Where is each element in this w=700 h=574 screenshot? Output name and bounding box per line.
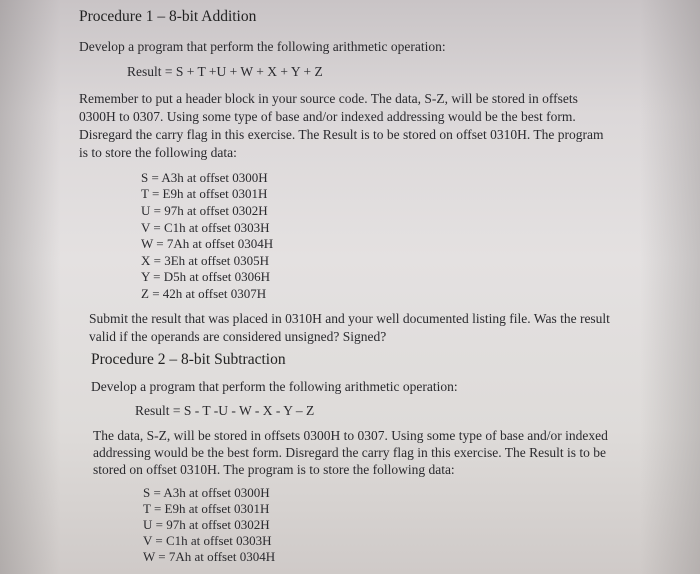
procedure-1-title: Procedure 1 – 8-bit Addition bbox=[79, 8, 257, 25]
procedure-1-data-line: W = 7Ah at offset 0304H bbox=[141, 236, 274, 251]
procedure-2-paragraph-line: The data, S-Z, will be stored in offsets 0300H to 0307. Using some type of base and/or indexed bbox=[93, 428, 608, 443]
procedure-1-data-line: T = E9h at offset 0301H bbox=[141, 186, 268, 201]
procedure-1-formula: Result = S + T +U + W + X + Y + Z bbox=[127, 64, 323, 79]
page-shadow-left bbox=[0, 0, 60, 574]
procedure-1-data-line: S = A3h at offset 0300H bbox=[141, 170, 268, 185]
procedure-1-paragraph-line: Remember to put a header block in your source code. The data, S-Z, will be stored in offsets bbox=[79, 91, 578, 106]
procedure-2-title: Procedure 2 – 8-bit Subtraction bbox=[91, 351, 286, 368]
procedure-1-paragraph-line: Disregard the carry flag in this exercise. The Result is to be stored on offset 0310H. The program bbox=[79, 127, 604, 142]
procedure-2-data-line: S = A3h at offset 0300H bbox=[143, 485, 270, 500]
procedure-1-paragraph-line: 0300H to 0307. Using some type of base and/or indexed addressing would be the best form. bbox=[79, 109, 576, 124]
page-shadow-right bbox=[640, 0, 700, 574]
procedure-2-paragraph-line: stored on offset 0310H. The program is to store the following data: bbox=[93, 462, 455, 477]
procedure-1-data-line: Z = 42h at offset 0307H bbox=[141, 286, 267, 301]
procedure-2-data-line: U = 97h at offset 0302H bbox=[143, 517, 270, 532]
procedure-1-data-line: U = 97h at offset 0302H bbox=[141, 203, 268, 218]
procedure-2-formula: Result = S - T -U - W - X - Y – Z bbox=[135, 403, 315, 418]
procedure-2-data-line: W = 7Ah at offset 0304H bbox=[143, 549, 276, 564]
procedure-1-intro: Develop a program that perform the following arithmetic operation: bbox=[79, 39, 446, 54]
procedure-1-submit-line: valid if the operands are considered unsigned? Signed? bbox=[89, 329, 387, 344]
procedure-1-data-line: V = C1h at offset 0303H bbox=[141, 220, 270, 235]
procedure-1-submit-line: Submit the result that was placed in 0310H and your well documented listing file. Was the result bbox=[89, 311, 610, 326]
procedure-2-data-line: T = E9h at offset 0301H bbox=[143, 501, 270, 516]
procedure-2-intro: Develop a program that perform the following arithmetic operation: bbox=[91, 379, 458, 394]
procedure-1-data-line: X = 3Eh at offset 0305H bbox=[141, 253, 270, 268]
procedure-2-paragraph-line: addressing would be the best form. Disregard the carry flag in this exercise. The Result is to be bbox=[93, 445, 606, 460]
procedure-2-data-line: V = C1h at offset 0303H bbox=[143, 533, 272, 548]
procedure-1-data-line: Y = D5h at offset 0306H bbox=[141, 269, 271, 284]
procedure-1-paragraph-line: is to store the following data: bbox=[79, 145, 237, 160]
